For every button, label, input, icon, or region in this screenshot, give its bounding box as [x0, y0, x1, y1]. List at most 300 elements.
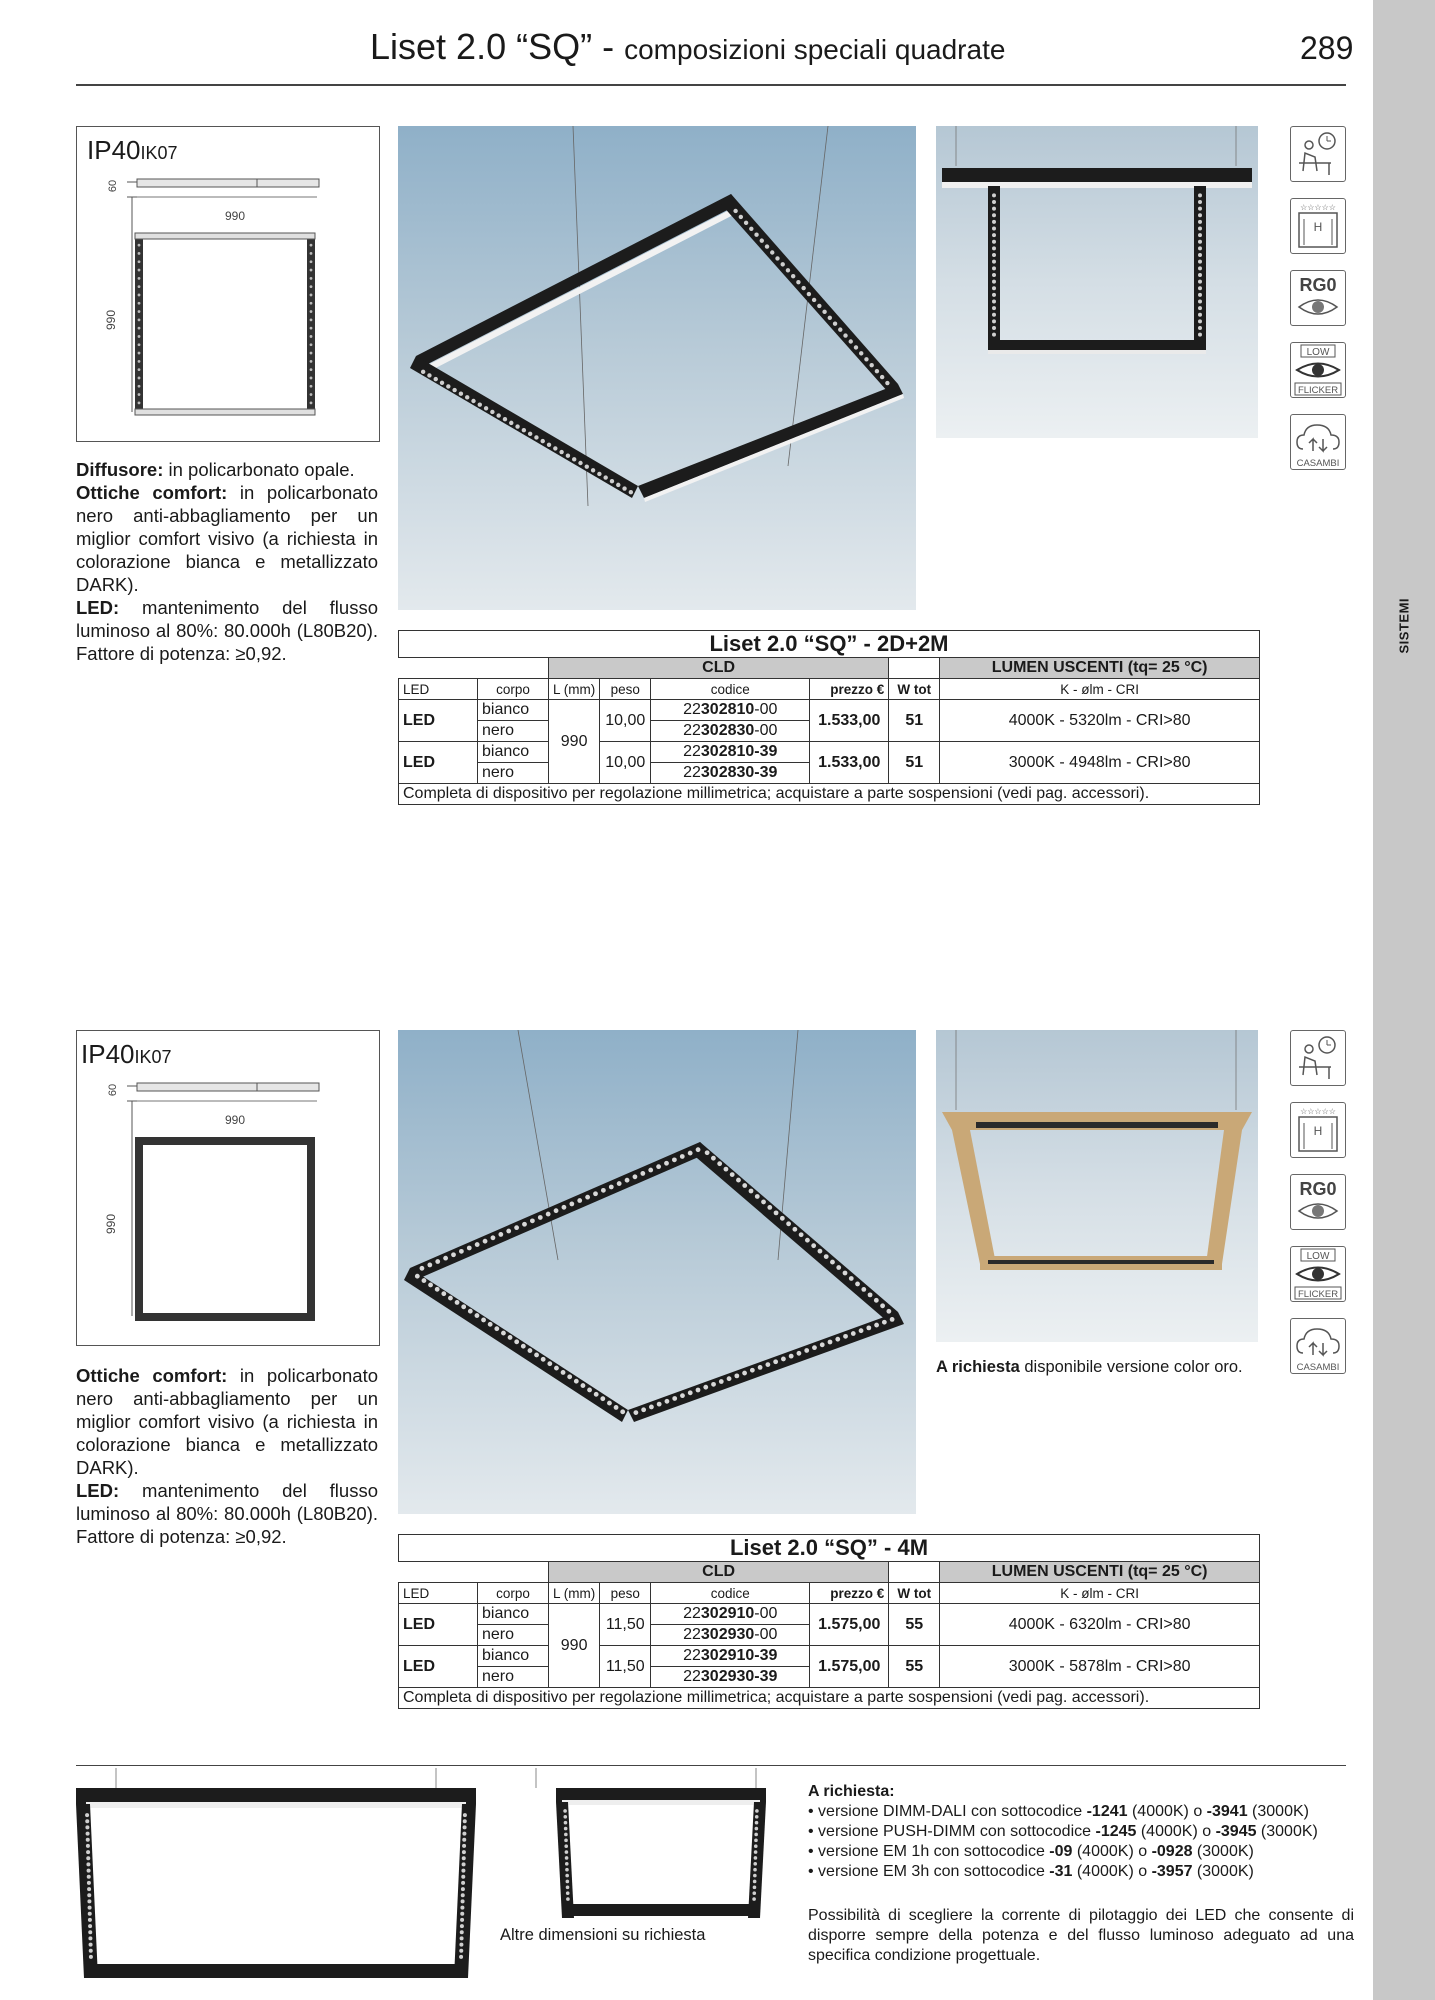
- led-optic-dot: [1198, 207, 1202, 211]
- led-optic-dot: [86, 1850, 90, 1854]
- led-optic-dot: [471, 399, 475, 403]
- suspended-square-lamp-image: [398, 1030, 916, 1514]
- led-optic-dot: [804, 1348, 809, 1353]
- on-request-title: A richiesta:: [808, 1783, 895, 1800]
- led-optic-dot: [578, 461, 582, 465]
- led-optic-dot: [625, 1178, 630, 1183]
- led-optic-dot: [138, 260, 141, 263]
- led-optic-dot: [711, 1382, 716, 1387]
- led-optic-dot: [688, 1390, 693, 1395]
- length-cell: 990: [549, 1604, 600, 1688]
- led-optic-dot: [992, 227, 996, 231]
- dim-height-label: 60: [107, 179, 120, 193]
- led-optic-dot: [462, 1838, 466, 1842]
- led-optic-dot: [138, 244, 141, 247]
- led-optic-dot: [992, 326, 996, 330]
- led-optic-dot: [610, 479, 614, 483]
- low-flicker-icon: [1290, 1246, 1346, 1302]
- led-optic-dot: [501, 1331, 506, 1336]
- led-optic-dot: [801, 286, 805, 290]
- led-optic-dot: [565, 1850, 569, 1854]
- other-sizes-caption: Altre dimensioni su richiesta: [500, 1926, 706, 1944]
- led-optic-dot: [138, 294, 141, 297]
- product-table-2d2m: [398, 630, 1260, 805]
- led-optic-dot: [441, 1291, 446, 1296]
- dim-width-label: 990: [225, 1113, 246, 1127]
- led-optic-dot: [992, 300, 996, 304]
- person-desk-clock-icon: [1290, 126, 1346, 182]
- led-optic-dot: [459, 1949, 463, 1953]
- led-optic-dot: [992, 207, 996, 211]
- led-optic-dot: [310, 385, 313, 388]
- led-optic-dot: [828, 316, 832, 320]
- led-optic-dot: [86, 1862, 90, 1866]
- sidebar-section-label: SISTEMI: [1396, 597, 1412, 654]
- led-optic-dot: [138, 252, 141, 255]
- led-optic-dot: [564, 1821, 568, 1825]
- led-optic-dot: [992, 193, 996, 197]
- led-optic-dot: [88, 1936, 92, 1940]
- led-optic-dot: [843, 1271, 848, 1276]
- product-table-4m: [398, 1534, 1260, 1709]
- led-optic-dot: [696, 1388, 701, 1393]
- led-optic-dot: [461, 1893, 465, 1897]
- led-optic-dot: [1198, 326, 1202, 330]
- led-optic-dot: [665, 1399, 670, 1404]
- led-optic-dot: [992, 313, 996, 317]
- led-optic-dot: [736, 1178, 741, 1183]
- led-optic-dot: [86, 1838, 90, 1842]
- led-optic-dot: [310, 368, 313, 371]
- led-optic-dot: [461, 1304, 466, 1309]
- led-optic-dot: [864, 357, 868, 361]
- led-optic-dot: [617, 1181, 622, 1186]
- led-optic-dot: [138, 343, 141, 346]
- table-title: Liset 2.0 “SQ” - 2D+2M: [399, 631, 1260, 658]
- led-optic-dot: [755, 1821, 759, 1825]
- led-optic-dot: [89, 1943, 93, 1947]
- hotel-building-icon: [1290, 1102, 1346, 1158]
- led-optic-dot: [880, 375, 884, 379]
- table-note: Completa di dispositivo per regolazione millimetrica; acquistare a parte sospensioni (vedi pag. accessori).: [399, 784, 1260, 805]
- dim-side-label: 990: [104, 1213, 119, 1235]
- svg-text:CASAMBI: CASAMBI: [1296, 1362, 1340, 1373]
- product-title: Liset 2.0 “SQ” -: [370, 26, 615, 67]
- led-optic-dot: [468, 1309, 473, 1314]
- suspended-square-lamp-image: [398, 126, 916, 610]
- led-optic-dot: [565, 1856, 569, 1860]
- led-optic-dot: [566, 454, 570, 458]
- led-optic-dot: [490, 410, 494, 414]
- svg-text:LOW: LOW: [1306, 1251, 1330, 1262]
- led-optic-dot: [565, 1874, 569, 1878]
- led-optic-dot: [440, 381, 444, 385]
- led-optic-dot: [817, 304, 821, 308]
- led-optic-dot: [855, 1282, 860, 1287]
- led-optic-dot: [1198, 227, 1202, 231]
- led-optic-dot: [565, 1868, 569, 1872]
- led-optic-dot: [744, 221, 748, 225]
- led-optic-dot: [849, 1276, 854, 1281]
- gold-lamp-image: [936, 1030, 1258, 1342]
- group-header-lumen: LUMEN USCENTI (tq= 25 °C): [940, 658, 1260, 679]
- led-optic-dot: [541, 1357, 546, 1362]
- led-optic-dot: [705, 1150, 710, 1155]
- led-optic-dot: [754, 233, 758, 237]
- led-optic-dot: [461, 1869, 465, 1873]
- led-optic-dot: [463, 1819, 467, 1823]
- led-optic-dot: [620, 1409, 625, 1414]
- led-optic-dot: [792, 1227, 797, 1232]
- led-optic-dot: [563, 1815, 567, 1819]
- led-optic-dot: [786, 268, 790, 272]
- led-optic-dot: [752, 1891, 756, 1895]
- led-optic-dot: [475, 1313, 480, 1318]
- led-optic-dot: [754, 1844, 758, 1848]
- led-optic-dot: [461, 1875, 465, 1879]
- led-optic-dot: [310, 401, 313, 404]
- led-optic-dot: [882, 1320, 887, 1325]
- led-optic-dot: [1198, 286, 1202, 290]
- length-cell: 990: [549, 700, 600, 784]
- led-optic-dot: [734, 1373, 739, 1378]
- casambi-cloud-icon: [1290, 1318, 1346, 1374]
- led-optic-dot: [1198, 333, 1202, 337]
- led-optic-dot: [310, 343, 313, 346]
- dim-height-label: 60: [107, 1083, 120, 1097]
- led-optic-dot: [992, 266, 996, 270]
- led-optic-dot: [566, 1886, 570, 1890]
- led-optic-dot: [85, 1813, 89, 1817]
- led-optic-dot: [812, 1345, 817, 1350]
- led-optic-dot: [1198, 193, 1202, 197]
- led-optic-dot: [310, 244, 313, 247]
- led-optic-dot: [992, 240, 996, 244]
- led-optic-dot: [459, 1943, 463, 1947]
- led-optic-dot: [138, 385, 141, 388]
- led-optic-dot: [672, 1396, 677, 1401]
- led-optic-dot: [465, 395, 469, 399]
- led-optic-dot: [649, 1405, 654, 1410]
- led-optic-dot: [462, 1832, 466, 1836]
- led-optic-dot: [843, 333, 847, 337]
- led-optic-dot: [752, 1897, 756, 1901]
- led-optic-dot: [760, 238, 764, 242]
- led-optic-dot: [874, 1298, 879, 1303]
- led-optic-dot: [310, 393, 313, 396]
- led-optic-dot: [534, 1353, 539, 1358]
- group-header-cld: CLD: [549, 658, 889, 679]
- led-optic-dot: [310, 360, 313, 363]
- led-optic-dot: [427, 373, 431, 377]
- led-optic-dot: [427, 1263, 432, 1268]
- led-optic-dot: [554, 1208, 559, 1213]
- led-optic-dot: [459, 1955, 463, 1959]
- led-optic-dot: [435, 1259, 440, 1264]
- led-optic-dot: [478, 402, 482, 406]
- led-optic-dot: [585, 1195, 590, 1200]
- group-header-cld: CLD: [549, 1562, 889, 1583]
- page-title: [370, 26, 1005, 68]
- led-optic-dot: [601, 1188, 606, 1193]
- table-row: nero 22302930-00: [399, 1625, 1260, 1646]
- led-optic-dot: [992, 260, 996, 264]
- led-optic-dot: [593, 1191, 598, 1196]
- led-optic-dot: [866, 1325, 871, 1330]
- led-optic-dot: [503, 417, 507, 421]
- led-optic-dot: [569, 1202, 574, 1207]
- led-optic-dot: [765, 244, 769, 248]
- led-optic-dot: [786, 1221, 791, 1226]
- led-optic-dot: [633, 1174, 638, 1179]
- ip-rating: IP40IK07: [87, 135, 178, 165]
- table-row: LED bianco 10,00 22302810-39 1.533,00 51 3000K - 4948lm - CRI>80: [399, 742, 1260, 763]
- led-optic-dot: [138, 360, 141, 363]
- product-photo-main: [398, 126, 916, 610]
- led-optic-dot: [138, 302, 141, 305]
- led-optic-dot: [459, 392, 463, 396]
- led-optic-dot: [742, 1183, 747, 1188]
- request-item: • versione EM 1h con sottocodice -09 (4000K) o -0928 (3000K): [808, 1843, 1254, 1860]
- other-sizes-illustration: [76, 1768, 776, 1988]
- led-optic-dot: [460, 1930, 464, 1934]
- led-optic-dot: [521, 1344, 526, 1349]
- led-optic-dot: [818, 1249, 823, 1254]
- led-optic-dot: [587, 1388, 592, 1393]
- led-optic-dot: [875, 369, 879, 373]
- led-optic-dot: [854, 345, 858, 349]
- led-optic-dot: [753, 1862, 757, 1866]
- table-title: Liset 2.0 “SQ” - 4M: [399, 1535, 1260, 1562]
- led-optic-dot: [514, 1339, 519, 1344]
- led-optic-dot: [422, 1278, 427, 1283]
- table-row: LED bianco 990 10,00 22302810-00 1.533,00 51 4000K - 5320lm - CRI>80: [399, 700, 1260, 721]
- led-optic-dot: [992, 200, 996, 204]
- svg-text:FLICKER: FLICKER: [1297, 1289, 1339, 1300]
- led-optic-dot: [566, 1891, 570, 1895]
- led-optic-dot: [992, 280, 996, 284]
- led-optic-dot: [138, 327, 141, 330]
- led-optic-dot: [861, 1287, 866, 1292]
- table-row: nero 22302930-39: [399, 1667, 1260, 1688]
- led-optic-dot: [498, 1232, 503, 1237]
- led-optic-dot: [85, 1819, 89, 1823]
- group-header-lumen: LUMEN USCENTI (tq= 25 °C): [940, 1562, 1260, 1583]
- led-optic-dot: [594, 1392, 599, 1397]
- led-optic-dot: [1198, 213, 1202, 217]
- led-optic-dot: [434, 377, 438, 381]
- led-optic-dot: [86, 1844, 90, 1848]
- svg-text:H: H: [1313, 220, 1323, 234]
- led-optic-dot: [755, 1827, 759, 1831]
- led-optic-dot: [541, 439, 545, 443]
- hotel-building-icon: [1290, 198, 1346, 254]
- led-optic-dot: [739, 215, 743, 219]
- table-row: LED bianco 990 11,50 22302910-00 1.575,00 55 4000K - 6320lm - CRI>80: [399, 1604, 1260, 1625]
- led-optic-dot: [460, 1924, 464, 1928]
- led-optic-dot: [491, 1235, 496, 1240]
- led-optic-dot: [310, 327, 313, 330]
- led-optic-dot: [992, 253, 996, 257]
- led-optic-dot: [791, 274, 795, 278]
- led-optic-dot: [554, 1366, 559, 1371]
- led-optic-dot: [138, 285, 141, 288]
- led-optic-dot: [616, 483, 620, 487]
- led-optic-dot: [87, 1899, 91, 1903]
- led-optic-dot: [780, 1216, 785, 1221]
- led-optic-dot: [446, 384, 450, 388]
- request-item: • versione EM 3h con sottocodice -31 (4000K) o -3957 (3000K): [808, 1863, 1254, 1880]
- led-optic-dot: [753, 1868, 757, 1872]
- led-optic-dot: [564, 1844, 568, 1848]
- led-optic-dot: [733, 209, 737, 213]
- led-optic-dot: [992, 333, 996, 337]
- page-number: 289: [1300, 30, 1354, 66]
- led-optic-dot: [992, 273, 996, 277]
- led-optic-dot: [885, 381, 889, 385]
- led-optic-dot: [310, 377, 313, 380]
- led-optic-dot: [843, 1334, 848, 1339]
- led-optic-dot: [753, 1880, 757, 1884]
- dimension-drawing: [77, 1031, 379, 1345]
- table-row: nero 22302830-00: [399, 721, 1260, 742]
- led-optic-dot: [546, 1212, 551, 1217]
- led-optic-dot: [522, 1222, 527, 1227]
- led-optic-dot: [567, 1374, 572, 1379]
- led-optic-dot: [696, 1147, 701, 1152]
- led-optic-dot: [138, 335, 141, 338]
- led-optic-dot: [749, 1189, 754, 1194]
- led-optic-dot: [443, 1256, 448, 1261]
- led-optic-dot: [820, 1342, 825, 1347]
- led-optic-dot: [753, 1874, 757, 1878]
- led-optic-dot: [138, 377, 141, 380]
- header-divider: [76, 84, 1346, 86]
- led-optic-dot: [461, 1899, 465, 1903]
- led-optic-dot: [797, 1351, 802, 1356]
- led-optic-dot: [880, 1303, 885, 1308]
- driver-current-note: Possibilità di scegliere la corrente di pilotaggio dei LED che consente di disporre sempre della potenza e del flusso luminoso adeguato ad una specifica condizione progettuale.: [808, 1907, 1354, 1964]
- led-optic-dot: [566, 1897, 570, 1901]
- svg-text:CASAMBI: CASAMBI: [1296, 458, 1340, 469]
- technical-drawing-box: [76, 1030, 380, 1346]
- led-optic-dot: [514, 1225, 519, 1230]
- led-optic-dot: [310, 294, 313, 297]
- led-optic-dot: [452, 388, 456, 392]
- led-optic-dot: [833, 322, 837, 326]
- led-optic-dot: [755, 1809, 759, 1813]
- led-optic-dot: [547, 1361, 552, 1366]
- led-optic-dot: [89, 1955, 93, 1959]
- led-optic-dot: [805, 1238, 810, 1243]
- desc-line: Ottiche comfort: in policarbonato nero anti-abbagliamento per un miglior comfort visivo (a richiesta in colorazione bianca e metallizzato DARK).: [76, 482, 378, 595]
- led-optic-dot: [515, 424, 519, 428]
- led-optic-dot: [591, 468, 595, 472]
- led-optic-dot: [753, 1886, 757, 1890]
- led-optic-dot: [1198, 266, 1202, 270]
- led-optic-dot: [992, 319, 996, 323]
- led-optic-dot: [89, 1949, 93, 1953]
- led-optic-dot: [750, 1368, 755, 1373]
- led-optic-dot: [711, 1156, 716, 1161]
- led-optic-dot: [859, 351, 863, 355]
- led-optic-dot: [773, 1359, 778, 1364]
- led-optic-dot: [463, 1825, 467, 1829]
- led-optic-dot: [640, 1171, 645, 1176]
- led-optic-dot: [789, 1354, 794, 1359]
- led-optic-dot: [88, 1924, 92, 1928]
- led-optic-dot: [812, 298, 816, 302]
- led-optic-dot: [460, 1912, 464, 1916]
- led-optic-dot: [770, 250, 774, 254]
- led-optic-dot: [87, 1887, 91, 1891]
- led-optic-dot: [1198, 293, 1202, 297]
- led-optic-dot: [138, 310, 141, 313]
- led-optic-dot: [672, 1157, 677, 1162]
- led-optic-dot: [87, 1893, 91, 1897]
- led-optic-dot: [538, 1215, 543, 1220]
- led-optic-dot: [494, 1326, 499, 1331]
- desc-line: LED: mantenimento del flusso luminoso al 80%: 80.000h (L80B20). Fattore di potenza: ≥0,92.: [76, 597, 378, 664]
- led-optic-dot: [138, 393, 141, 396]
- led-optic-dot: [496, 413, 500, 417]
- led-optic-dot: [824, 1254, 829, 1259]
- led-optic-dot: [87, 1869, 91, 1873]
- led-optic-dot: [600, 1396, 605, 1401]
- gold-version-caption: A richiesta disponibile versione color oro.: [936, 1358, 1243, 1376]
- led-optic-dot: [1198, 306, 1202, 310]
- led-optic-dot: [754, 1839, 758, 1843]
- led-optic-dot: [559, 450, 563, 454]
- led-optic-dot: [528, 1348, 533, 1353]
- led-optic-dot: [641, 1407, 646, 1412]
- led-optic-dot: [830, 1260, 835, 1265]
- led-optic-dot: [461, 1887, 465, 1891]
- svg-text:H: H: [1313, 1124, 1323, 1138]
- desc-line: Diffusore: in policarbonato opale.: [76, 459, 355, 480]
- led-optic-dot: [462, 1850, 466, 1854]
- led-optic-dot: [849, 339, 853, 343]
- product-description: [76, 458, 378, 665]
- led-optic-dot: [603, 475, 607, 479]
- svg-text:RG0: RG0: [1299, 275, 1337, 295]
- led-optic-dot: [1198, 313, 1202, 317]
- led-optic-dot: [488, 1322, 493, 1327]
- led-optic-dot: [87, 1881, 91, 1885]
- led-optic-dot: [475, 1242, 480, 1247]
- led-optic-dot: [553, 446, 557, 450]
- led-optic-dot: [310, 285, 313, 288]
- led-optic-dot: [88, 1906, 92, 1910]
- led-optic-dot: [461, 1881, 465, 1885]
- led-optic-dot: [719, 1379, 724, 1384]
- led-optic-dot: [88, 1918, 92, 1922]
- led-optic-dot: [869, 363, 873, 367]
- led-optic-dot: [577, 1198, 582, 1203]
- led-optic-dot: [664, 1161, 669, 1166]
- led-optic-dot: [992, 220, 996, 224]
- ik-rating: IK07: [140, 143, 178, 163]
- led-optic-dot: [566, 1880, 570, 1884]
- led-optic-dot: [1198, 280, 1202, 284]
- led-optic-dot: [572, 457, 576, 461]
- led-optic-dot: [420, 1266, 425, 1271]
- led-optic-dot: [310, 252, 313, 255]
- led-optic-dot: [462, 1856, 466, 1860]
- led-optic-dot: [564, 1827, 568, 1831]
- led-optic-dot: [1198, 233, 1202, 237]
- svg-text:☆☆☆☆☆: ☆☆☆☆☆: [1300, 1107, 1336, 1116]
